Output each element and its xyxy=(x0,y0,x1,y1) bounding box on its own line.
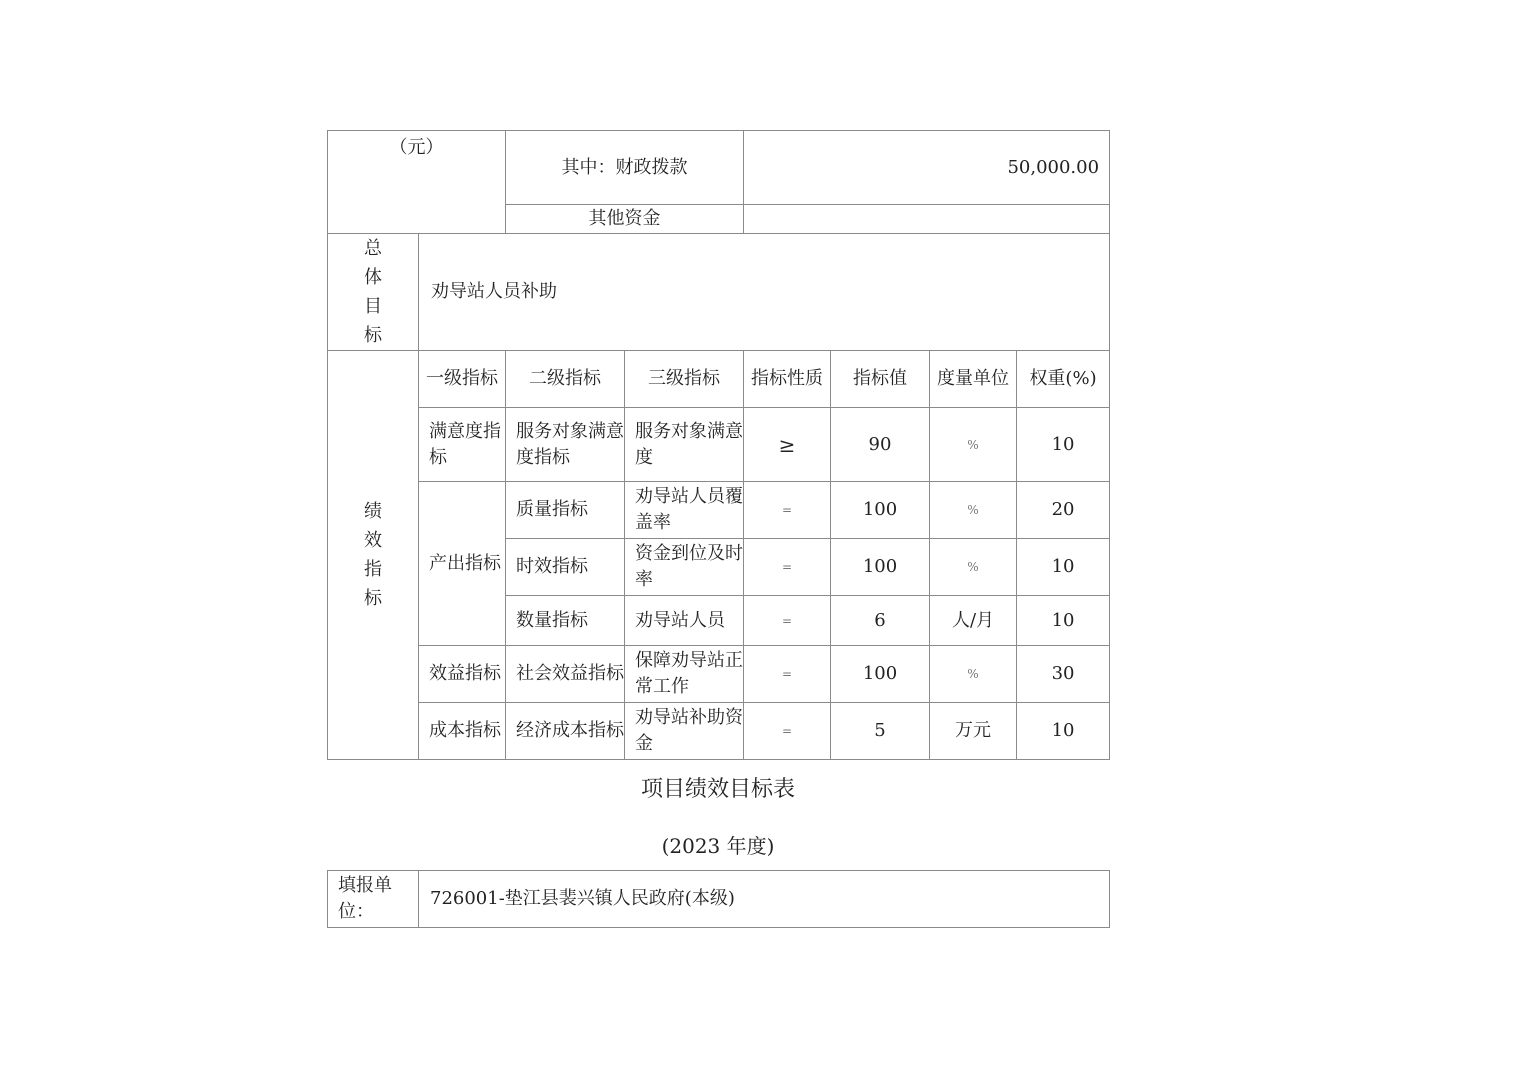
unit-cell: 人/月 xyxy=(930,596,1017,646)
level3-cell: 资金到位及时率 xyxy=(625,539,744,596)
level3-cell: 服务对象满意度 xyxy=(625,408,744,482)
table-row xyxy=(328,646,1110,703)
document-title: 项目绩效目标表 xyxy=(640,777,795,802)
other-funds-value xyxy=(744,205,1110,234)
unit-cell: 万元 xyxy=(930,703,1017,760)
header-weight: 权重(%) xyxy=(1017,351,1110,408)
unit-cell: % xyxy=(930,482,1017,539)
level1-cell: 效益指标 xyxy=(419,646,506,703)
value-cell: 100 xyxy=(831,646,930,703)
level3-cell: 劝导站补助资金 xyxy=(625,703,744,760)
level3-cell: 保障劝导站正常工作 xyxy=(625,646,744,703)
nature-cell: = xyxy=(744,539,831,596)
level1-cell: 满意度指标 xyxy=(419,408,506,482)
unit-cell: % xyxy=(930,539,1017,596)
nature-cell: = xyxy=(744,482,831,539)
level2-cell: 质量指标 xyxy=(506,482,625,539)
other-funds-label: 其他资金 xyxy=(506,205,744,234)
level1-cell: 产出指标 xyxy=(419,482,506,646)
level2-cell: 经济成本指标 xyxy=(506,703,625,760)
value-cell: 100 xyxy=(831,482,930,539)
header-value: 指标值 xyxy=(831,351,930,408)
unit-cell: % xyxy=(930,646,1017,703)
filer-table xyxy=(327,870,1110,928)
budget-unit-label: （元） xyxy=(328,131,506,234)
weight-cell: 10 xyxy=(1017,596,1110,646)
fiscal-allocation-value: 50,000.00 xyxy=(744,131,1110,205)
table-row xyxy=(328,408,1110,482)
fiscal-allocation-label: 其中：财政拨款 xyxy=(506,131,744,205)
table-row xyxy=(328,482,1110,539)
weight-cell: 20 xyxy=(1017,482,1110,539)
overall-goal-text: 劝导站人员补助 xyxy=(419,234,1110,351)
nature-cell: = xyxy=(744,703,831,760)
filer-label: 填报单位： xyxy=(328,871,419,928)
weight-cell: 30 xyxy=(1017,646,1110,703)
weight-cell: 10 xyxy=(1017,539,1110,596)
table-row xyxy=(328,703,1110,760)
value-cell: 100 xyxy=(831,539,930,596)
unit-cell: % xyxy=(930,408,1017,482)
overall-goal-label: 总体目标 xyxy=(328,234,419,351)
value-cell: 5 xyxy=(831,703,930,760)
header-level3: 三级指标 xyxy=(625,351,744,408)
level2-cell: 时效指标 xyxy=(506,539,625,596)
level1-cell: 成本指标 xyxy=(419,703,506,760)
performance-indicators-label: 绩效指标 xyxy=(328,351,419,760)
header-unit: 度量单位 xyxy=(930,351,1017,408)
level2-cell: 数量指标 xyxy=(506,596,625,646)
level3-cell: 劝导站人员 xyxy=(625,596,744,646)
filer-value: 726001-垫江县裴兴镇人民政府(本级) xyxy=(419,871,1110,928)
level2-cell: 社会效益指标 xyxy=(506,646,625,703)
level2-cell: 服务对象满意度指标 xyxy=(506,408,625,482)
nature-cell: = xyxy=(744,596,831,646)
document-year: (2023 年度) xyxy=(661,834,775,858)
header-level2: 二级指标 xyxy=(506,351,625,408)
weight-cell: 10 xyxy=(1017,703,1110,760)
performance-goal-table xyxy=(327,130,1110,760)
nature-cell: = xyxy=(744,646,831,703)
value-cell: 90 xyxy=(831,408,930,482)
level3-cell: 劝导站人员覆盖率 xyxy=(625,482,744,539)
nature-cell: ≥ xyxy=(744,408,831,482)
header-level1: 一级指标 xyxy=(419,351,506,408)
value-cell: 6 xyxy=(831,596,930,646)
weight-cell: 10 xyxy=(1017,408,1110,482)
header-nature: 指标性质 xyxy=(744,351,831,408)
